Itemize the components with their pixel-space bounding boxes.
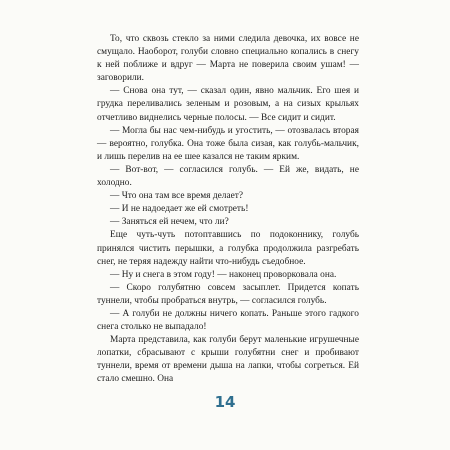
paragraph: Еще чуть-чуть потоптавшись по подоконнику, голубь принялся чистить перышки, а голубка продолжила разгребать снег, не теряя надежду найти что-нибудь съедобное.	[97, 230, 359, 267]
text-block	[97, 33, 359, 387]
paragraph: — Могла бы нас чем-нибудь и угостить, — отозвалась вторая — вероятно, голубка. Она тоже была сизая, как голубь-мальчик, и лишь перелив на ее шее казался не таким ярким.	[97, 125, 359, 162]
paragraph: — Заняться ей нечем, что ли?	[110, 217, 229, 228]
paragraph: — И не надоедает же ей смотреть!	[110, 204, 249, 215]
paragraph: Марта представила, как голуби берут маленькие игрушечные лопатки, сбрасывают с крыши голубятни снег и пробивают туннели, время от времени дыша на лапки, чтобы согреться. Ей стало смешно. Она	[97, 335, 359, 385]
paragraph: — Что она там все время делает?	[110, 191, 244, 202]
paragraph: — А голуби не должны ничего копать. Раньше этого гадкого снега столько не выпадало!	[97, 308, 359, 333]
paragraph: — Ну и снега в этом году! — наконец проворковала она.	[110, 269, 337, 280]
paragraph: — Снова она тут, — сказал один, явно мальчик. Его шея и грудка переливались зеленым и розовым, а на сизых крыльях отчетливо виднелись черные полосы. — Все сидит и сидит.	[97, 86, 359, 123]
paragraph: — Вот-вот, — согласился голубь. — Ей же, видать, не холодно.	[97, 164, 359, 189]
paragraph: — Скоро голубятню совсем засыплет. Придется копать туннели, чтобы пробраться внутрь, — согласился голубь.	[97, 282, 359, 306]
paragraph: То, что сквозь стекло за ними следила девочка, их вовсе не смущало. Наоборот, голуби словно специально копались в снегу к ней поближе и вдруг — Марта не поверила своим ушам! — заговорили.	[97, 34, 359, 84]
page-number: 14	[214, 393, 236, 411]
